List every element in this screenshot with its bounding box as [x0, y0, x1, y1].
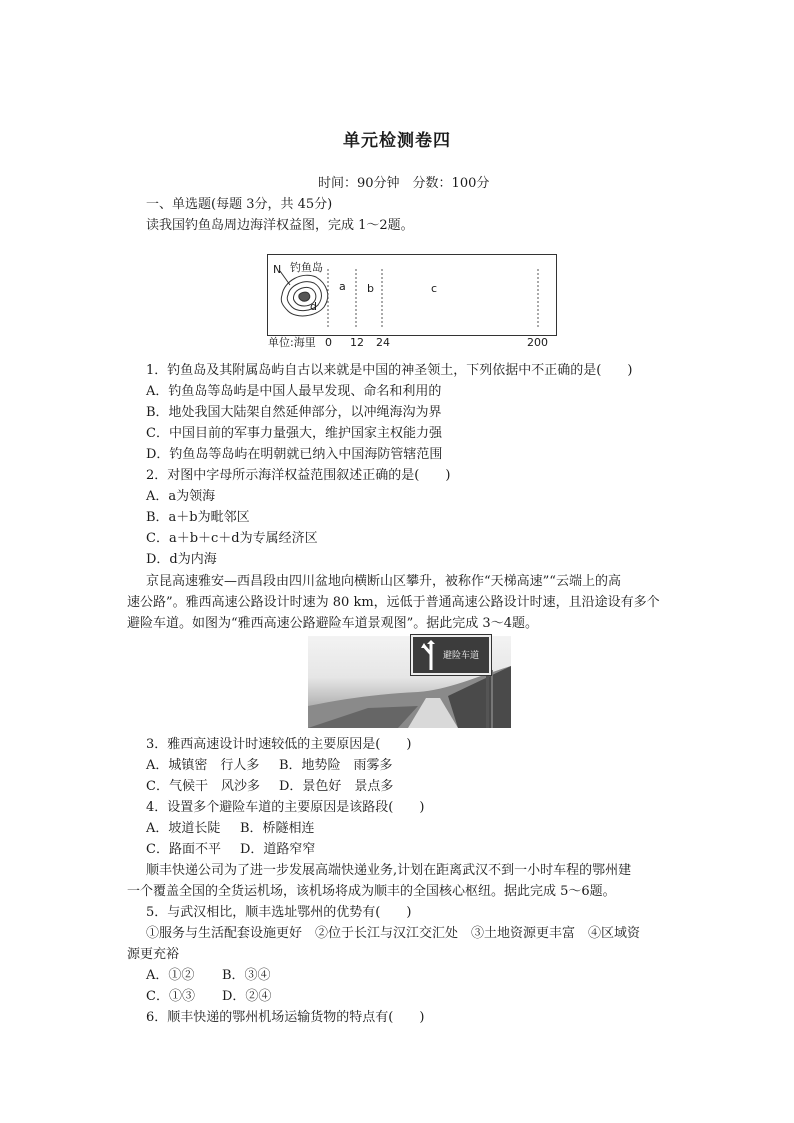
island-name-label: 钓鱼岛	[290, 261, 323, 274]
intro-sf-line-1: 顺丰快递公司为了进一步发展高端快递业务,计划在距离武汉不到一小时车程的鄂州建	[146, 863, 632, 878]
question-2-option-c: C．a＋b＋c＋d为专属经济区	[146, 531, 318, 546]
north-label: N	[273, 263, 282, 276]
question-3-option-a: A．城镇密 行人多	[146, 758, 260, 773]
map-tick-24: 24	[376, 336, 390, 349]
escape-lane-sign	[411, 635, 491, 675]
zone-label-c: c	[431, 282, 438, 295]
question-2-option-d: D．d为内海	[146, 552, 217, 567]
intro-highway-line-2: 速公路”。雅西高速公路设计时速为 80 km，远低于普通高速公路设计时速，且沿途设有多个	[127, 595, 660, 610]
question-5-stem: 5．与武汉相比，顺丰选址鄂州的优势有( )	[146, 905, 412, 920]
intro-highway-line-1: 京昆高速雅安—西昌段由四川盆地向横断山区攀升，被称作“天梯高速”“云端上的高	[146, 574, 621, 589]
map-tick-12: 12	[350, 336, 364, 349]
question-1-option-d: D．钓鱼岛等岛屿在明朝就已纳入中国海防管辖范围	[146, 447, 443, 462]
question-1-option-c: C．中国目前的军事力量强大，维护国家主权能力强	[146, 426, 442, 441]
question-4-option-b: B．桥隧相连	[240, 821, 315, 836]
zone-label-d: d	[310, 300, 317, 313]
question-5-option-d: D．②④	[222, 989, 272, 1004]
map-tick-0: 0	[325, 336, 332, 349]
zone-label-b: b	[367, 282, 374, 295]
section-heading: 一、单选题(每题 3分，共 45分)	[146, 197, 333, 212]
sign-text: 避险车道	[443, 651, 480, 661]
question-4-stem: 4．设置多个避险车道的主要原因是该路段( )	[146, 800, 425, 815]
exam-time-score: 时间：90分钟 分数：100分	[318, 176, 490, 191]
question-5-option-a: A．①②	[146, 968, 195, 983]
question-2-option-a: A．a为领海	[146, 489, 216, 504]
question-6-stem: 6．顺丰快递的鄂州机场运输货物的特点有( )	[146, 1010, 425, 1025]
question-4-option-d: D．道路窄窄	[240, 842, 316, 857]
question-3-option-c: C．气候干 风沙多	[146, 779, 260, 794]
question-3-option-d: D．景色好 景点多	[279, 779, 394, 794]
question-4-option-a: A．坡道长陡	[146, 821, 221, 836]
north-arrow-icon	[280, 271, 290, 285]
lane-arrow-icon	[419, 640, 441, 670]
page-title: 单元检测卷四	[343, 131, 451, 151]
question-5-option-b: B．③④	[222, 968, 271, 983]
question-5-items-line-2: 源更充裕	[127, 947, 180, 962]
question-1-option-a: A．钓鱼岛等岛屿是中国人最早发现、命名和利用的	[146, 384, 442, 399]
intro-highway-line-3: 避险车道。如图为“雅西高速公路避险车道景观图”。据此完成 3～4题。	[127, 616, 538, 631]
question-5-items-line-1: ①服务与生活配套设施更好 ②位于长江与汉江交汇处 ③土地资源更丰富 ④区域资	[146, 926, 641, 941]
question-3-option-b: B．地势险 雨雾多	[279, 758, 393, 773]
question-1-option-b: B．地处我国大陆架自然延伸部分，以冲绳海沟为界	[146, 405, 442, 420]
map-unit-label: 单位:海里	[268, 336, 316, 349]
question-2-stem: 2．对图中字母所示海洋权益范围叙述正确的是( )	[146, 468, 451, 483]
question-2-option-b: B．a＋b为毗邻区	[146, 510, 250, 525]
question-3-stem: 3．雅西高速设计时速较低的主要原因是( )	[146, 737, 412, 752]
map-tick-200: 200	[527, 336, 548, 349]
question-4-option-c: C．路面不平	[146, 842, 221, 857]
intro-sf-line-2: 一个覆盖全国的全货运机场，该机场将成为顺丰的全国核心枢纽。据此完成 5～6题。	[127, 884, 616, 899]
question-5-option-c: C．①③	[146, 989, 195, 1004]
intro-map-questions: 读我国钓鱼岛周边海洋权益图，完成 1～2题。	[146, 218, 414, 233]
diaoyu-island-map	[267, 254, 557, 336]
question-1-stem: 1．钓鱼岛及其附属岛屿自古以来就是中国的神圣领土，下列依据中不正确的是( )	[146, 363, 633, 378]
zone-label-a: a	[339, 280, 346, 293]
